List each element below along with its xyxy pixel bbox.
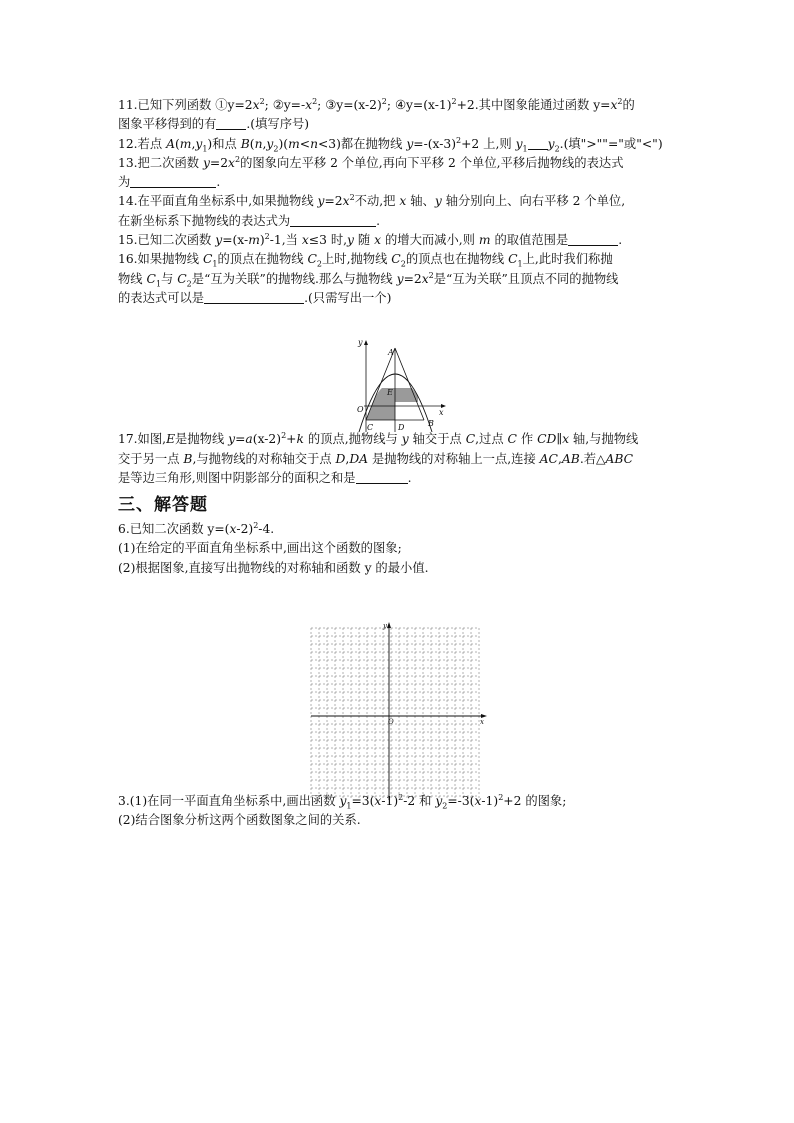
label-o: O xyxy=(357,405,364,414)
question-16-line-1: 16.如果抛物线 $C_1$的顶点在抛物线 $C_2$上时,抛物线 $C_2$的顶点也在抛物线 $C_1$上,此时我们称抛 xyxy=(118,252,613,269)
y-axis-arrow xyxy=(387,622,391,628)
segment-ab xyxy=(395,348,424,420)
question-12: 12.若点 $A(m,y_1)$和点 $B(n,y_2)(m<n<3)$都在抛物线 $y=-(x-3)^2+2$ 上,则 $y_1$ $y_2$.(填">""="或"<") xyxy=(118,135,663,154)
question-16-line-2: 物线 $C_1$与 $C_2$是“互为关联”的抛物线.那么与抛物线 $y=2x^2$是“互为关联”且顶点不同的抛物线 xyxy=(118,270,619,289)
question-17-line-3: 是等边三角形,则图中阴影部分的面积之和是 . xyxy=(118,470,412,485)
question-11-line-1: 11.已知下列函数 $①y=2x^2$; $②y=-x^2$; $③y=(x-2)^2$; $④y=(x-1)^2+2$.其中图象能通过函数 $y=x^2$的 xyxy=(118,96,635,112)
label-x: x xyxy=(480,718,484,726)
answer-blank[interactable] xyxy=(356,471,408,484)
label-e: E xyxy=(387,388,393,397)
y-axis-arrow xyxy=(364,340,368,345)
section-heading: 三、解答题 xyxy=(118,495,208,516)
question-17-line-1: 17.如图,E是抛物线 $y=a(x-2)^2+k$ 的顶点,抛物线与 y 轴交于点 C,过点 C 作 CD∥x 轴,与抛物线 xyxy=(118,431,639,447)
label-d: D xyxy=(398,423,405,432)
question-11-line-2: 图象平移得到的有 .(填写序号) xyxy=(118,117,310,132)
label-y: y xyxy=(358,338,363,347)
answer-blank[interactable] xyxy=(204,291,304,304)
answer-blank[interactable] xyxy=(568,233,618,246)
question-13-line-1: 13.把二次函数 $y=2x^2$的图象向左平移 2 个单位,再向下平移 2 个单位,平移后抛物线的表达式 xyxy=(118,154,624,170)
label-x: x xyxy=(439,408,444,417)
question-6-line-2: (1)在给定的平面直角坐标系中,画出这个函数的图象; xyxy=(118,541,402,556)
question-6-line-1: 6.已知二次函数 $y=(x-2)^2-4$. xyxy=(118,521,275,537)
label-a: A xyxy=(388,348,394,357)
answer-blank[interactable] xyxy=(290,214,376,227)
question-3-line-1: 3.(1)在同一平面直角坐标系中,画出函数 $y_1=3(x-1)^2-2$ 和 $y_2=-3(x-1)^2+2$ 的图象; xyxy=(118,792,567,811)
question-14-line-2: 在新坐标系下抛物线的表达式为 . xyxy=(118,213,381,228)
label-c: C xyxy=(367,423,374,432)
label-b: B xyxy=(428,419,434,428)
answer-blank[interactable] xyxy=(130,175,216,188)
question-16-line-3: 的表达式可以是 .(只需写出一个) xyxy=(118,290,392,305)
label-origin: O xyxy=(388,718,394,726)
label-y: y xyxy=(383,622,387,630)
answer-blank[interactable] xyxy=(216,117,246,130)
question-15: 15.已知二次函数 $y=(x-m)^2-1$,当 x≤3 时,y 随 x 的增大而减小,则 m 的取值范围是 . xyxy=(118,231,623,248)
grid-lines xyxy=(311,628,479,798)
answer-blank[interactable] xyxy=(528,137,548,150)
question-6-line-3: (2)根据图象,直接写出抛物线的对称轴和函数 y 的最小值. xyxy=(118,560,429,575)
coordinate-grid[interactable] xyxy=(309,620,489,802)
question-13-line-2: 为 . xyxy=(118,175,221,190)
parabola-triangle-figure xyxy=(342,336,452,436)
question-3-line-2: (2)结合图象分析这两个函数图象之间的关系. xyxy=(118,813,361,828)
question-14-line-1: 14.在平面直角坐标系中,如果抛物线 $y=2x^2$不动,把 x 轴、y 轴分别向上、向右平移 2 个单位, xyxy=(118,193,626,209)
question-17-line-2: 交于另一点 B,与抛物线的对称轴交于点 D,DA 是抛物线的对称轴上一点,连接 AC,AB.若△ABC xyxy=(118,451,634,466)
